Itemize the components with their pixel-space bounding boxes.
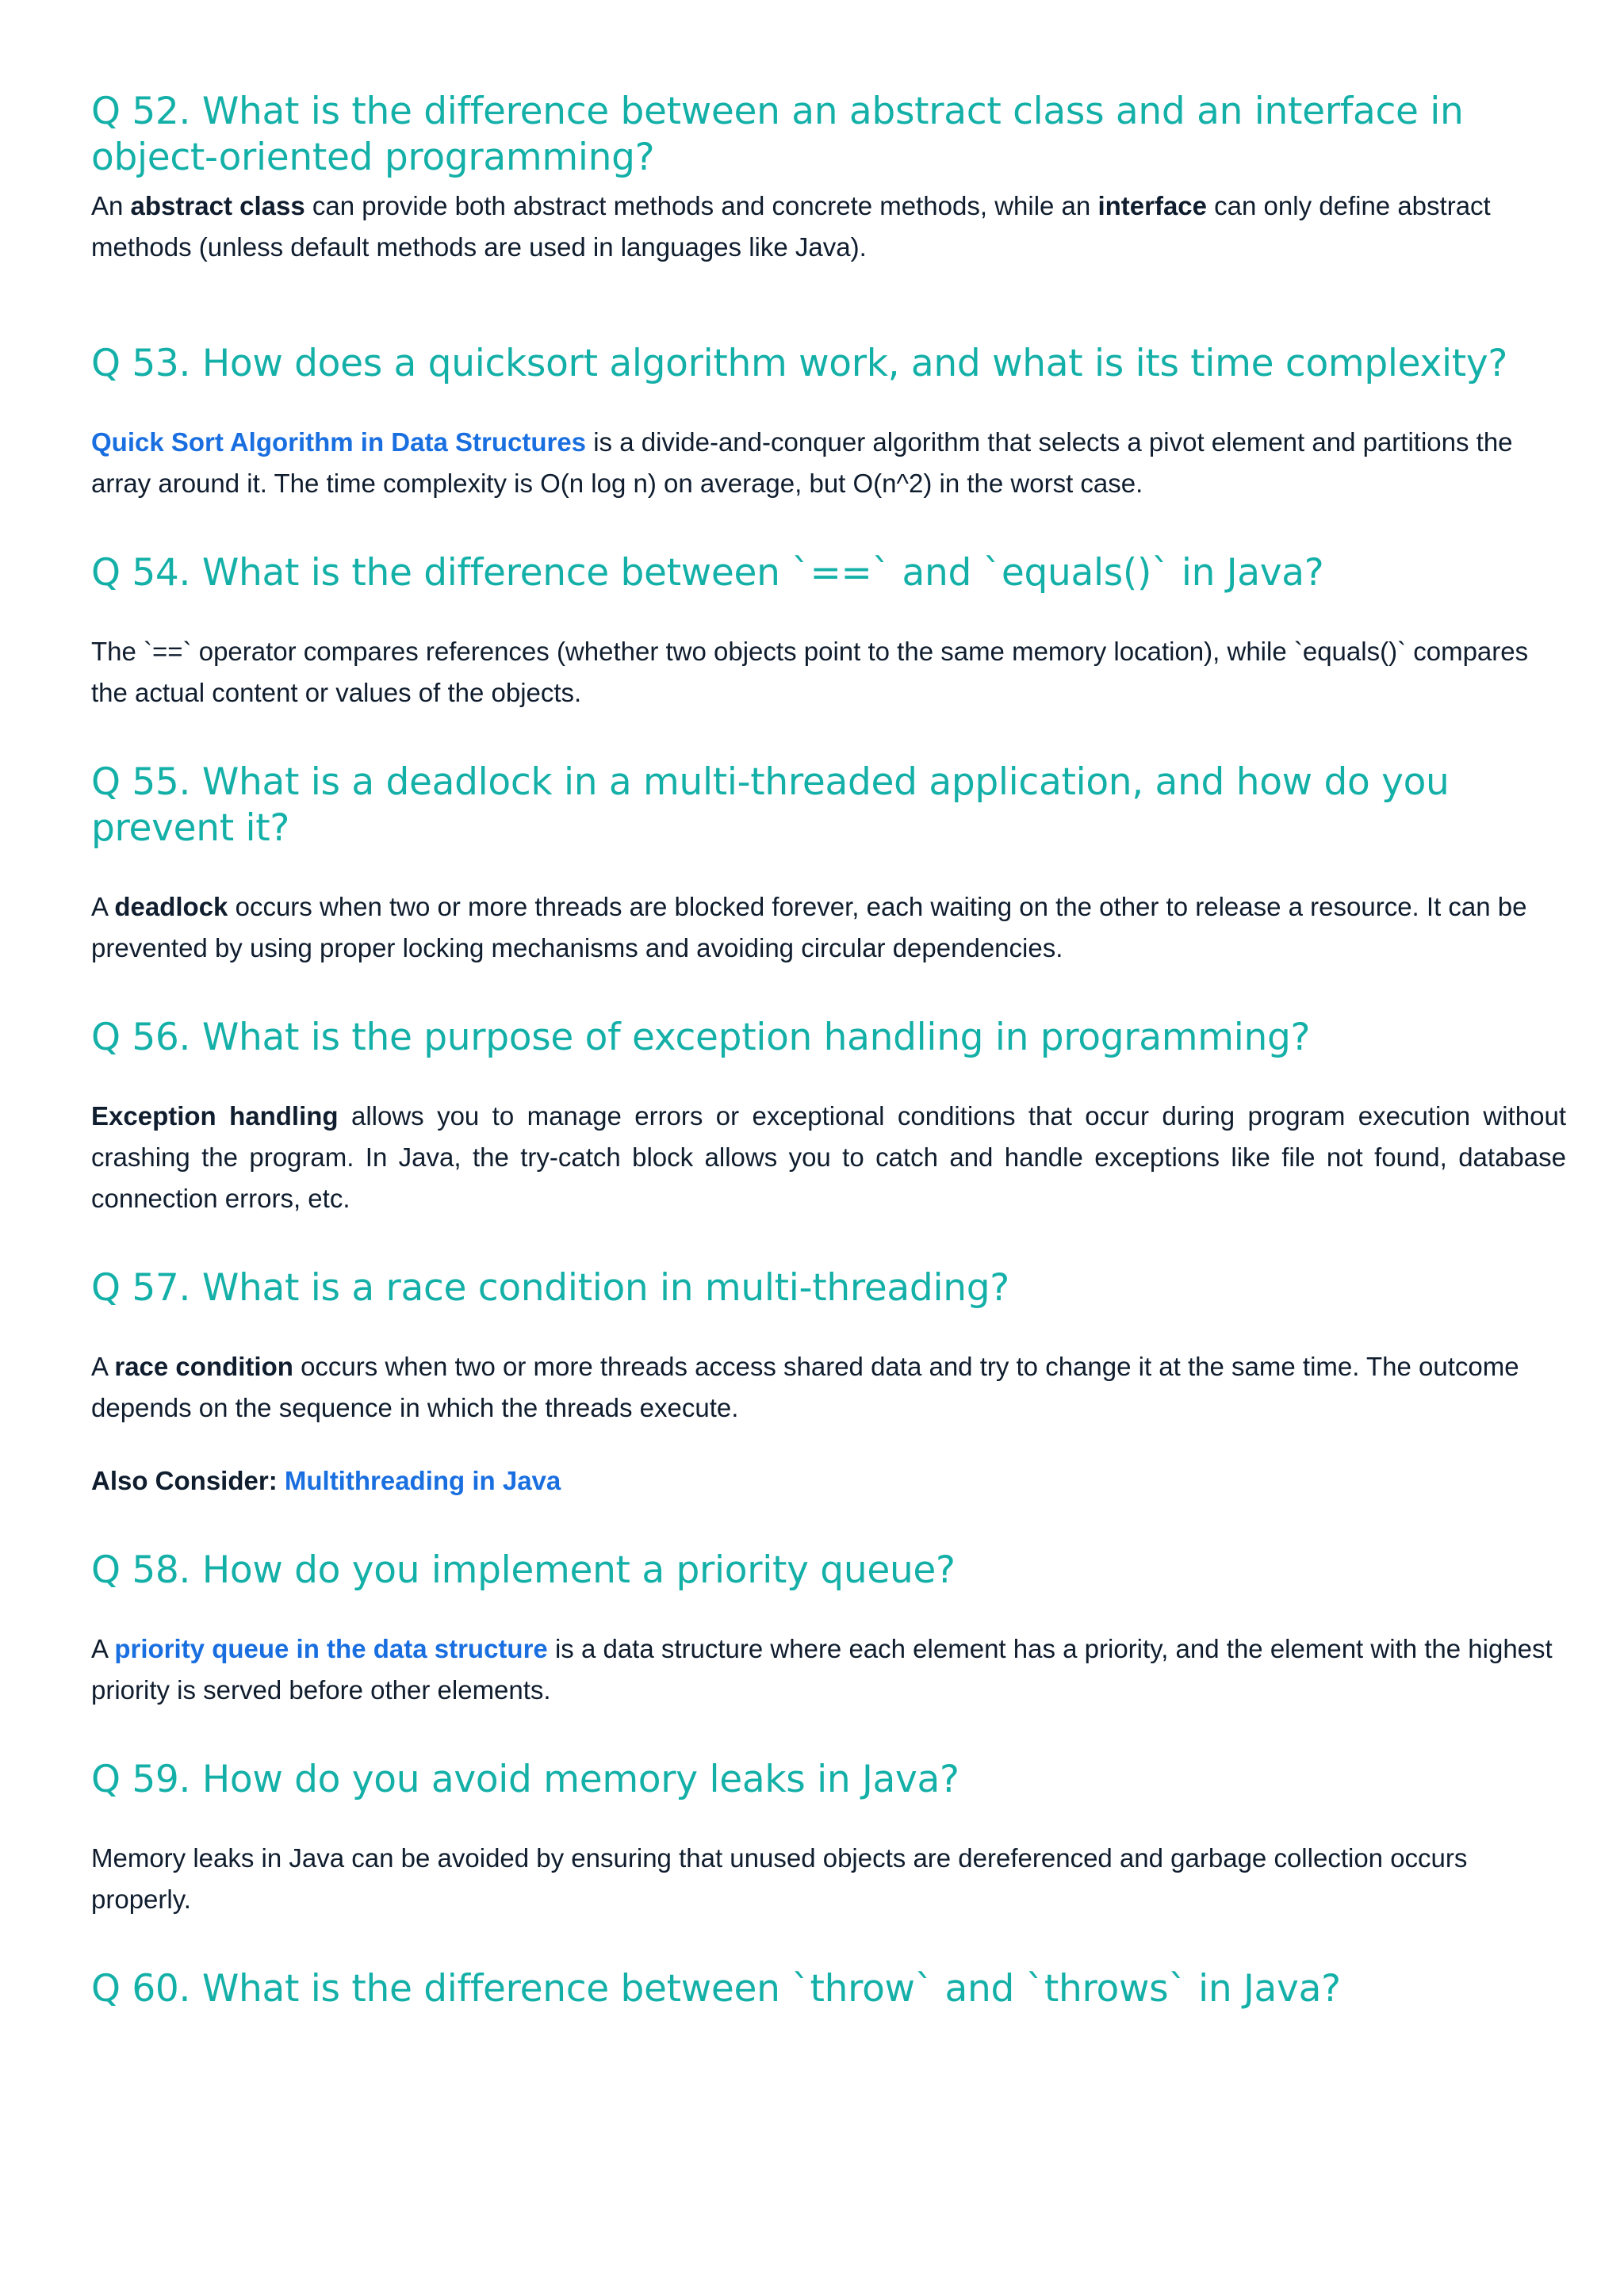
multithreading-java-link[interactable]: Multithreading in Java (284, 1466, 561, 1495)
answer-53: Quick Sort Algorithm in Data Structures is a divide-and-conquer algorithm that selects a pivot element and partitions the array around it. The time complexity is O(n log n) on average, but O(n^2) in the worst case. (91, 427, 1513, 498)
priority-queue-link[interactable]: priority queue in the data structure (114, 1634, 548, 1663)
document-page (91, 89, 1566, 2012)
answer-57: A race condition occurs when two or more threads access shared data and try to change it at the same time. The outcome depends on the sequence in which the threads execute. (91, 1352, 1519, 1422)
answer-56: Exception handling allows you to manage errors or exceptional conditions that occur during program execution without crashing the program. In Java, the try-catch block allows you to catch and handle exceptions like file not found, database connection errors, etc. (91, 1101, 1566, 1213)
question-heading-53: Q 53. How does a quicksort algorithm work, and what is its time complexity? (91, 342, 1508, 385)
question-heading-52: Q 52. What is the difference between an abstract class and an interface in object-oriented programming? (91, 90, 1464, 179)
also-consider (91, 1460, 1566, 1502)
quick-sort-link[interactable]: Quick Sort Algorithm in Data Structures (91, 427, 587, 457)
answer-59: Memory leaks in Java can be avoided by ensuring that unused objects are dereferenced and garbage collection occurs properly. (91, 1843, 1468, 1914)
term-exception-handling: Exception handling (91, 1101, 339, 1131)
question-heading-54: Q 54. What is the difference between `==` and `equals()` in Java? (91, 551, 1324, 595)
question-heading-57: Q 57. What is a race condition in multi-threading? (91, 1266, 1009, 1310)
question-heading-56: Q 56. What is the purpose of exception handling in programming? (91, 1016, 1311, 1059)
question-heading-58: Q 58. How do you implement a priority queue? (91, 1548, 956, 1592)
also-consider-label: Also Consider: (91, 1466, 278, 1495)
answer-58: A priority queue in the data structure is a data structure where each element has a priority, and the element with the highest priority is served before other elements. (91, 1634, 1553, 1705)
question-heading-55: Q 55. What is a deadlock in a multi-threaded application, and how do you prevent it? (91, 760, 1450, 850)
term-abstract-class: abstract class (130, 191, 305, 220)
term-race-condition: race condition (114, 1352, 293, 1381)
answer-52: An abstract class can provide both abstract methods and concrete methods, while an interface can only define abstract methods (unless default methods are used in languages like Java). (91, 191, 1491, 262)
answer-54: The `==` operator compares references (whether two objects point to the same memory location), while `equals()` compares the actual content or values of the objects. (91, 637, 1529, 707)
question-heading-60: Q 60. What is the difference between `throw` and `throws` in Java? (91, 1967, 1341, 2011)
question-heading-59: Q 59. How do you avoid memory leaks in Java? (91, 1758, 959, 1801)
term-deadlock: deadlock (114, 892, 228, 921)
term-interface: interface (1097, 191, 1207, 220)
answer-55: A deadlock occurs when two or more threads are blocked forever, each waiting on the other to release a resource. It can be prevented by using proper locking mechanisms and avoiding circular dependencies. (91, 892, 1527, 962)
